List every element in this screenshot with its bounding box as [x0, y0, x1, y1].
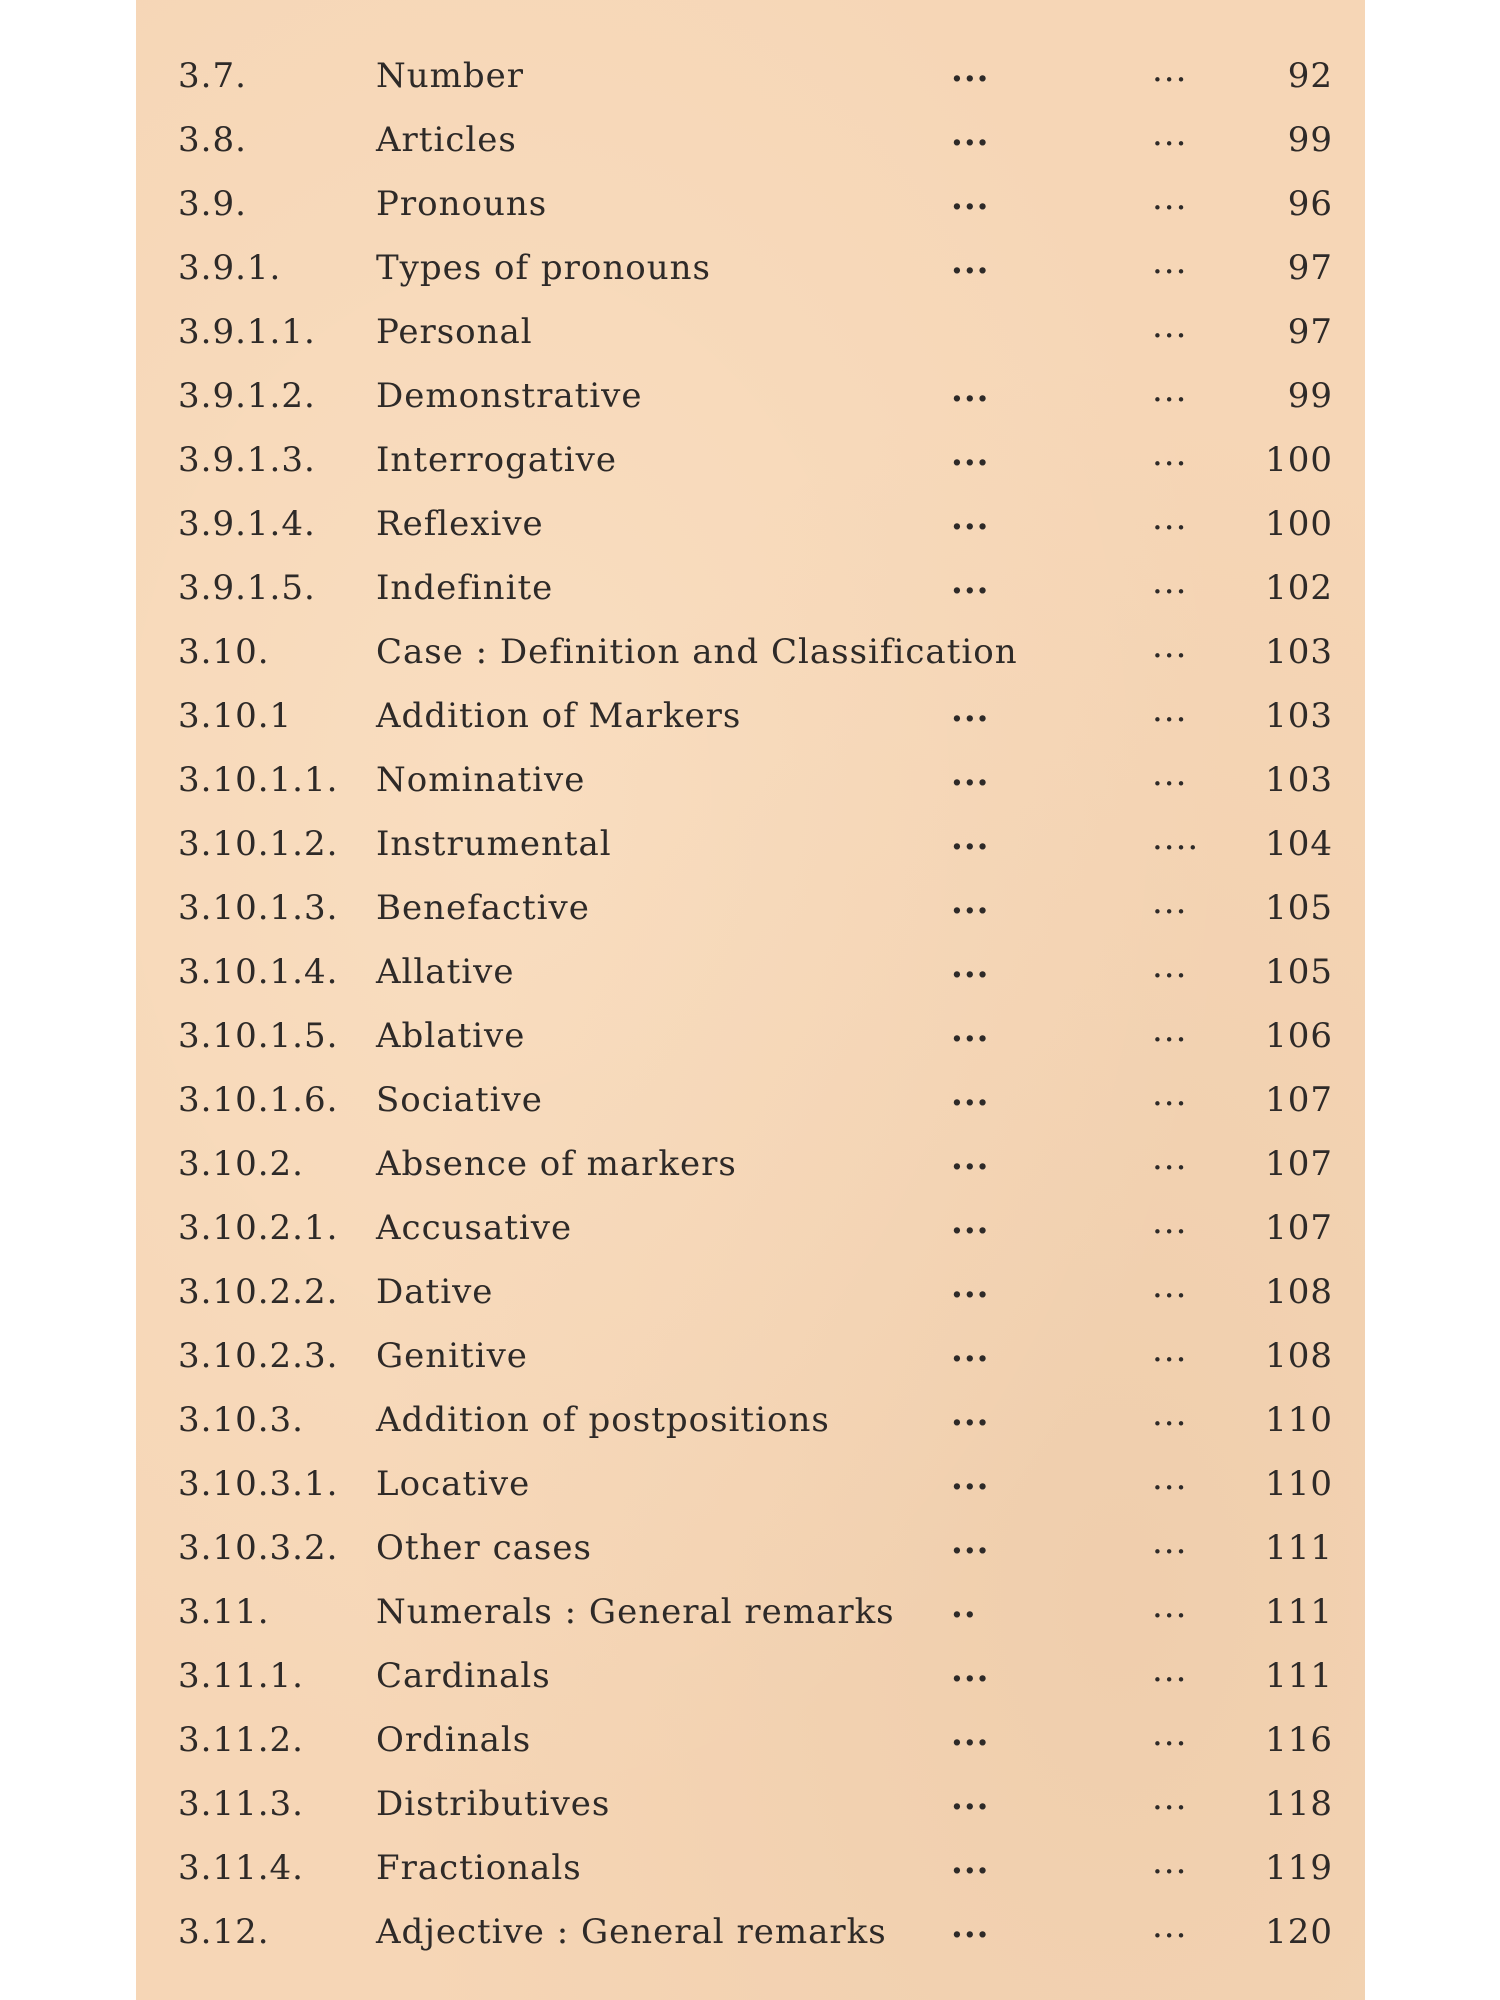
toc-page-number: 116	[1265, 1720, 1333, 1760]
toc-page-number: 111	[1265, 1528, 1333, 1568]
toc-section-number: 3.10.2.1.	[178, 1208, 339, 1248]
toc-section-title: Other cases	[376, 1528, 592, 1568]
toc-row	[136, 428, 1365, 492]
toc-page-number: 111	[1265, 1592, 1333, 1632]
toc-section-title: Reflexive	[376, 504, 544, 544]
toc-row	[136, 1324, 1365, 1388]
toc-section-title: Articles	[376, 120, 517, 160]
toc-section-number: 3.9.1.	[178, 248, 282, 288]
toc-page-number: 111	[1265, 1656, 1333, 1696]
toc-page-number: 108	[1265, 1272, 1333, 1312]
toc-page-number: 100	[1265, 440, 1333, 480]
toc-section-number: 3.9.1.1.	[178, 312, 316, 352]
toc-leader-dots: ...	[951, 562, 990, 602]
toc-leader-dots: ...	[1152, 562, 1188, 602]
toc-section-number: 3.10.1.1.	[178, 760, 339, 800]
toc-leader-dots: ...	[1152, 242, 1188, 282]
toc-section-number: 3.10.1.5.	[178, 1016, 339, 1056]
toc-page-number: 104	[1265, 824, 1333, 864]
toc-row	[136, 1388, 1365, 1452]
toc-page-number: 102	[1265, 568, 1333, 608]
toc-row	[136, 1580, 1365, 1644]
toc-row	[136, 1260, 1365, 1324]
toc-leader-dots: ...	[951, 1650, 990, 1690]
toc-page-number: 108	[1265, 1336, 1333, 1376]
toc-section-title: Accusative	[376, 1208, 573, 1248]
toc-leader-dots: ...	[1152, 1714, 1188, 1754]
toc-page-number: 107	[1265, 1080, 1333, 1120]
toc-page	[136, 0, 1365, 2000]
toc-section-title: Addition of Markers	[376, 696, 742, 736]
toc-leader-dots: ...	[951, 1842, 990, 1882]
toc-page-number: 97	[1287, 248, 1333, 288]
toc-leader-dots: ...	[951, 1394, 990, 1434]
toc-section-number: 3.9.1.3.	[178, 440, 316, 480]
toc-row	[136, 364, 1365, 428]
toc-section-number: 3.10.2.2.	[178, 1272, 339, 1312]
toc-leader-dots: ...	[951, 1522, 990, 1562]
toc-section-title: Locative	[376, 1464, 531, 1504]
toc-section-number: 3.10.1.2.	[178, 824, 339, 864]
toc-leader-dots: ...	[1152, 1394, 1188, 1434]
toc-leader-dots: ...	[1152, 1266, 1188, 1306]
toc-leader-dots: ...	[1152, 1202, 1188, 1242]
toc-section-number: 3.11.4.	[178, 1848, 304, 1888]
toc-section-number: 3.10.2.	[178, 1144, 304, 1184]
toc-leader-dots: ...	[1152, 50, 1188, 90]
toc-section-number: 3.11.1.	[178, 1656, 304, 1696]
toc-row	[136, 492, 1365, 556]
toc-section-title: Nominative	[376, 760, 586, 800]
toc-row	[136, 1836, 1365, 1900]
toc-section-number: 3.11.	[178, 1592, 270, 1632]
toc-row	[136, 1068, 1365, 1132]
toc-leader-dots: ...	[1152, 1778, 1188, 1818]
toc-row	[136, 620, 1365, 684]
toc-leader-dots: ...	[1152, 690, 1188, 730]
toc-section-title: Sociative	[376, 1080, 543, 1120]
toc-leader-dots: ...	[951, 370, 990, 410]
toc-leader-dots: ...	[951, 1458, 990, 1498]
toc-section-title: Distributives	[376, 1784, 611, 1824]
toc-row	[136, 1900, 1365, 1964]
toc-row	[136, 1772, 1365, 1836]
toc-section-number: 3.10.2.3.	[178, 1336, 339, 1376]
toc-section-title: Demonstrative	[376, 376, 643, 416]
toc-section-title: Benefactive	[376, 888, 590, 928]
toc-section-title: Genitive	[376, 1336, 528, 1376]
toc-leader-dots: ...	[1152, 1138, 1188, 1178]
toc-leader-dots: ...	[1152, 1458, 1188, 1498]
toc-leader-dots: ...	[951, 946, 990, 986]
toc-leader-dots: ...	[1152, 1650, 1188, 1690]
toc-row	[136, 300, 1365, 364]
toc-leader-dots: ...	[1152, 1010, 1188, 1050]
toc-row	[136, 1196, 1365, 1260]
toc-section-number: 3.9.1.2.	[178, 376, 316, 416]
toc-page-number: 119	[1265, 1848, 1333, 1888]
toc-page-number: 100	[1265, 504, 1333, 544]
toc-section-number: 3.12.	[178, 1912, 270, 1952]
toc-row	[136, 876, 1365, 940]
toc-leader-dots: ...	[1152, 882, 1188, 922]
toc-section-title: Absence of markers	[376, 1144, 737, 1184]
toc-leader-dots: ...	[951, 1778, 990, 1818]
toc-leader-dots: ...	[1152, 626, 1188, 666]
toc-leader-dots: ...	[951, 1906, 990, 1946]
toc-section-number: 3.10.1.6.	[178, 1080, 339, 1120]
toc-leader-dots: ...	[1152, 306, 1188, 346]
toc-section-title: Addition of postpositions	[376, 1400, 830, 1440]
toc-leader-dots: ...	[1152, 434, 1188, 474]
toc-page-number: 92	[1287, 56, 1333, 96]
toc-page-number: 120	[1265, 1912, 1333, 1952]
toc-section-title: Dative	[376, 1272, 494, 1312]
toc-section-number: 3.10.3.1.	[178, 1464, 339, 1504]
toc-leader-dots: ...	[951, 818, 990, 858]
toc-leader-dots: ...	[951, 1202, 990, 1242]
toc-row	[136, 556, 1365, 620]
toc-section-number: 3.10.	[178, 632, 270, 672]
toc-page-number: 107	[1265, 1144, 1333, 1184]
toc-row	[136, 108, 1365, 172]
toc-page-number: 97	[1287, 312, 1333, 352]
toc-row	[136, 236, 1365, 300]
toc-row	[136, 44, 1365, 108]
toc-leader-dots: ...	[951, 50, 990, 90]
toc-row	[136, 1516, 1365, 1580]
toc-leader-dots: ...	[1152, 1522, 1188, 1562]
toc-leader-dots: ...	[1152, 1906, 1188, 1946]
toc-page-number: 110	[1265, 1400, 1333, 1440]
toc-section-title: Pronouns	[376, 184, 548, 224]
toc-page-number: 110	[1265, 1464, 1333, 1504]
toc-section-title: Fractionals	[376, 1848, 582, 1888]
toc-page-number: 103	[1265, 632, 1333, 672]
toc-page-number: 107	[1265, 1208, 1333, 1248]
toc-leader-dots: ...	[951, 114, 990, 154]
toc-section-title: Types of pronouns	[376, 248, 711, 288]
toc-row	[136, 172, 1365, 236]
toc-leader-dots: ...	[951, 1330, 990, 1370]
toc-page-number: 96	[1287, 184, 1333, 224]
toc-section-title: Instrumental	[376, 824, 612, 864]
toc-section-number: 3.11.3.	[178, 1784, 304, 1824]
toc-leader-dots: ....	[1152, 818, 1200, 858]
toc-leader-dots: ...	[951, 1138, 990, 1178]
toc-section-title: Ordinals	[376, 1720, 532, 1760]
toc-leader-dots: ...	[1152, 1586, 1188, 1626]
toc-row	[136, 1708, 1365, 1772]
toc-section-number: 3.7.	[178, 56, 247, 96]
toc-page-number: 103	[1265, 696, 1333, 736]
toc-row	[136, 1004, 1365, 1068]
toc-leader-dots: ...	[1152, 1842, 1188, 1882]
toc-section-title: Cardinals	[376, 1656, 551, 1696]
toc-leader-dots: ...	[1152, 114, 1188, 154]
toc-section-title: Number	[376, 56, 525, 96]
toc-page-number: 105	[1265, 952, 1333, 992]
toc-section-title: Interrogative	[376, 440, 617, 480]
toc-page-number: 106	[1265, 1016, 1333, 1056]
toc-section-number: 3.11.2.	[178, 1720, 304, 1760]
toc-leader-dots: ...	[1152, 754, 1188, 794]
toc-section-title: Allative	[376, 952, 515, 992]
toc-section-title: Case : Definition and Classification	[376, 632, 1018, 672]
toc-section-number: 3.10.1	[178, 696, 293, 736]
toc-page-number: 99	[1287, 376, 1333, 416]
toc-row	[136, 748, 1365, 812]
toc-section-number: 3.8.	[178, 120, 247, 160]
toc-row	[136, 1132, 1365, 1196]
toc-leader-dots: ...	[1152, 178, 1188, 218]
toc-leader-dots: ...	[951, 498, 990, 538]
toc-leader-dots: ...	[951, 242, 990, 282]
toc-row	[136, 940, 1365, 1004]
toc-section-number: 3.10.3.	[178, 1400, 304, 1440]
toc-leader-dots: ...	[951, 882, 990, 922]
toc-section-title: Indefinite	[376, 568, 554, 608]
toc-page-number: 103	[1265, 760, 1333, 800]
toc-leader-dots: ...	[1152, 1074, 1188, 1114]
toc-leader-dots: ...	[951, 1010, 990, 1050]
toc-leader-dots: ...	[1152, 946, 1188, 986]
toc-leader-dots: ...	[951, 434, 990, 474]
toc-page-number: 118	[1265, 1784, 1333, 1824]
toc-section-number: 3.10.3.2.	[178, 1528, 339, 1568]
toc-leader-dots: ...	[1152, 498, 1188, 538]
toc-leader-dots: ...	[951, 1266, 990, 1306]
toc-page-number: 105	[1265, 888, 1333, 928]
toc-page-number: 99	[1287, 120, 1333, 160]
toc-section-number: 3.10.1.4.	[178, 952, 339, 992]
toc-section-title: Adjective : General remarks	[376, 1912, 887, 1952]
toc-row	[136, 684, 1365, 748]
toc-leader-dots: ...	[951, 1714, 990, 1754]
toc-section-title: Ablative	[376, 1016, 526, 1056]
toc-leader-dots: ...	[1152, 370, 1188, 410]
toc-leader-dots: ...	[1152, 1330, 1188, 1370]
toc-row	[136, 1644, 1365, 1708]
toc-section-number: 3.9.1.5.	[178, 568, 316, 608]
toc-section-title: Personal	[376, 312, 533, 352]
toc-row	[136, 812, 1365, 876]
toc-leader-dots: ..	[951, 1586, 977, 1626]
toc-section-number: 3.10.1.3.	[178, 888, 339, 928]
toc-leader-dots: ...	[951, 178, 990, 218]
toc-leader-dots: ...	[951, 754, 990, 794]
toc-section-title: Numerals : General remarks	[376, 1592, 895, 1632]
toc-section-number: 3.9.1.4.	[178, 504, 316, 544]
toc-row	[136, 1452, 1365, 1516]
toc-section-number: 3.9.	[178, 184, 247, 224]
toc-leader-dots: ...	[951, 1074, 990, 1114]
toc-leader-dots: ...	[951, 690, 990, 730]
